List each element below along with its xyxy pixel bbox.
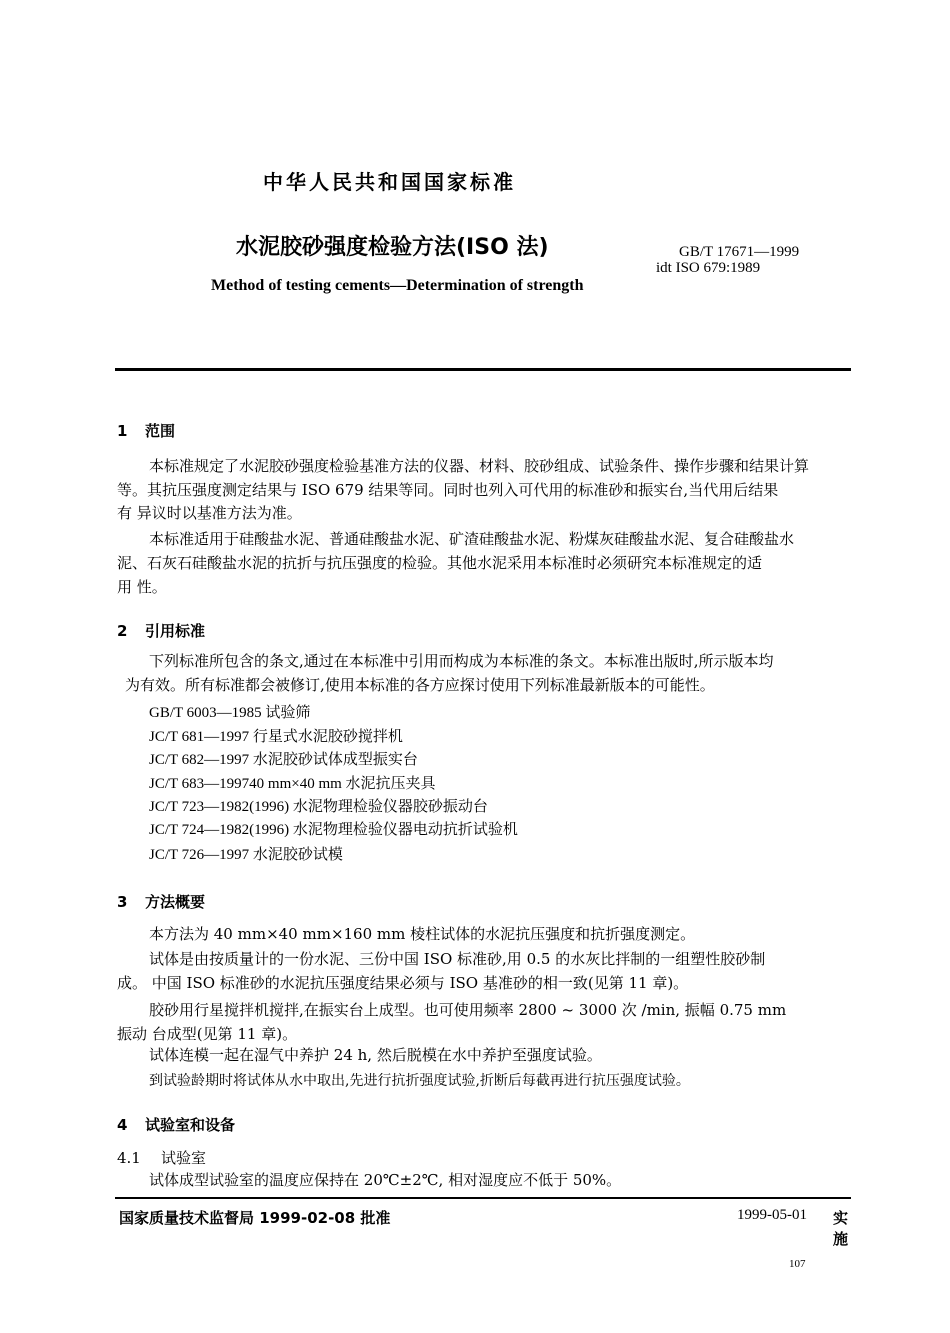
standard-number: GB/T 17671—1999 <box>679 244 800 260</box>
subsection-4-1-heading <box>117 1151 206 1166</box>
implementation-label-2: 施 <box>833 1230 849 1248</box>
org-title: 中华人民共和国国家标准 <box>263 170 516 194</box>
paragraph-line: 本标准适用于硅酸盐水泥、普通硅酸盐水泥、矿渣硅酸盐水泥、粉煤灰硅酸盐水泥、复合硅酸盐水 <box>149 530 795 548</box>
implementation-label-1: 实 <box>833 1209 849 1227</box>
section-4-heading <box>117 1114 235 1135</box>
paragraph-line: 试体连模一起在湿气中养护 24 h, 然后脱模在水中养护至强度试验。 <box>149 1046 602 1064</box>
subsection-title: 试验室 <box>161 1149 207 1167</box>
section-title: 引用标准 <box>145 622 206 640</box>
section-title: 方法概要 <box>145 893 206 911</box>
english-title: Method of testing cements—Determination of strength <box>211 277 584 294</box>
paragraph-line: 泥、石灰石硅酸盐水泥的抗折与抗压强度的检验。其他水泥采用本标准时必须研究本标准规定的适 <box>117 554 763 572</box>
page-number: 107 <box>789 1258 806 1270</box>
paragraph-line: 为有效。所有标准都会被修订,使用本标准的各方应探讨使用下列标准最新版本的可能性。 <box>125 676 715 694</box>
section-number: 1 <box>117 422 128 440</box>
reference-item: JC/T 724—1982(1996) 水泥物理检验仪器电动抗折试验机 <box>149 822 518 838</box>
paragraph-line: 下列标准所包含的条文,通过在本标准中引用而构成为本标准的条文。本标准出版时,所示版本均 <box>149 652 774 670</box>
bottom-rule <box>115 1197 851 1199</box>
top-rule <box>115 368 851 371</box>
paragraph-line: 胶砂用行星搅拌机搅拌,在振实台上成型。也可使用频率 2800 ~ 3000 次 /min, 振幅 0.75 mm <box>149 1001 787 1019</box>
reference-item: JC/T 681—1997 行星式水泥胶砂搅拌机 <box>149 729 403 745</box>
approval-line: 国家质量技术监督局 1999-02-08 批准 <box>119 1209 391 1227</box>
paragraph-line: 成。 中国 ISO 标准砂的水泥抗压强度结果必须与 ISO 基准砂的相一致(见第 11 章)。 <box>117 974 689 992</box>
implementation-date: 1999-05-01 <box>737 1207 807 1223</box>
section-title: 试验室和设备 <box>145 1116 236 1134</box>
subsection-number: 4.1 <box>117 1149 141 1167</box>
reference-item: JC/T 682—1997 水泥胶砂试体成型振实台 <box>149 752 418 768</box>
paragraph-line: 等。其抗压强度测定结果与 ISO 679 结果等同。同时也列入可代用的标准砂和振实台,当代用后结果 <box>117 481 779 499</box>
reference-item: JC/T 726—1997 水泥胶砂试模 <box>149 847 343 863</box>
idt-reference: idt ISO 679:1989 <box>656 260 761 276</box>
section-title: 范围 <box>145 422 176 440</box>
paragraph-line: 试体是由按质量计的一份水泥、三份中国 ISO 标准砂,用 0.5 的水灰比拌制的一组塑性胶砂制 <box>149 950 766 968</box>
paragraph-line: 振动 台成型(见第 11 章)。 <box>117 1025 298 1043</box>
section-number: 4 <box>117 1116 128 1134</box>
document-title: 水泥胶砂强度检验方法(ISO 法) <box>236 235 549 260</box>
paragraph-line: 本标准规定了水泥胶砂强度检验基准方法的仪器、材料、胶砂组成、试验条件、操作步骤和结果计算 <box>149 457 810 475</box>
section-3-heading <box>117 891 205 912</box>
paragraph-line: 本方法为 40 mm×40 mm×160 mm 棱柱试体的水泥抗压强度和抗折强度测定。 <box>149 925 696 943</box>
section-number: 3 <box>117 893 128 911</box>
reference-item: JC/T 683—199740 mm×40 mm 水泥抗压夹具 <box>149 776 436 792</box>
section-2-heading <box>117 620 205 641</box>
paragraph-line: 用 性。 <box>117 578 167 596</box>
reference-item: JC/T 723—1982(1996) 水泥物理检验仪器胶砂振动台 <box>149 799 488 815</box>
paragraph-line: 试体成型试验室的温度应保持在 20℃±2℃, 相对湿度应不低于 50%。 <box>149 1171 622 1189</box>
reference-item: GB/T 6003—1985 试验筛 <box>149 705 311 721</box>
paragraph-line: 到试验龄期时将试体从水中取出,先进行抗折强度试验,折断后每截再进行抗压强度试验。 <box>149 1073 690 1089</box>
paragraph-line: 有 异议时以基准方法为准。 <box>117 504 302 522</box>
section-number: 2 <box>117 622 128 640</box>
section-1-heading <box>117 420 175 441</box>
